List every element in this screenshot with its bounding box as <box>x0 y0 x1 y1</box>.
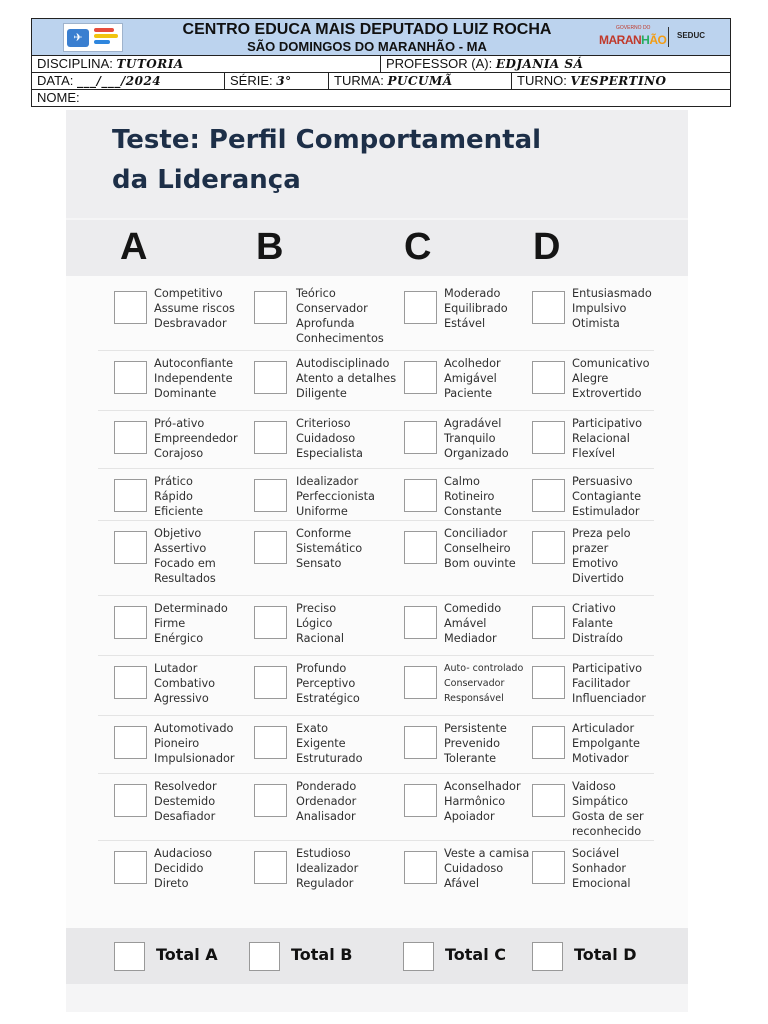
adjective: Relacional <box>572 432 630 445</box>
checkbox-b-8[interactable] <box>254 726 287 759</box>
adjective: Conhecimentos <box>296 332 384 345</box>
adjectives-d-7 <box>572 661 646 706</box>
adjective: Dominante <box>154 387 217 400</box>
serie-cell <box>224 73 328 89</box>
adjectives-d-9 <box>572 779 644 839</box>
adjectives-d-3 <box>572 416 642 461</box>
adjective: Conservador <box>444 678 505 689</box>
turno-cell <box>511 73 730 89</box>
total-b-label: Total B <box>291 945 353 964</box>
adjectives-b-10 <box>296 846 358 891</box>
adjective: Autoconfiante <box>154 357 234 370</box>
adjective: Tranquilo <box>444 432 496 445</box>
adjective: Apoiador <box>444 810 495 823</box>
adjective: Constante <box>444 505 502 518</box>
serie-value: 3° <box>276 74 292 88</box>
school-header-form <box>31 18 731 107</box>
adjective: Rápido <box>154 490 193 503</box>
total-a-label: Total A <box>156 945 218 964</box>
data-value: ___/___/2024 <box>76 74 162 88</box>
checkbox-a-6[interactable] <box>114 606 147 639</box>
adjectives-a-8 <box>154 721 235 766</box>
adjective: Afável <box>444 877 479 890</box>
adjectives-a-1 <box>154 286 235 331</box>
checkbox-a-7[interactable] <box>114 666 147 699</box>
adjectives-a-6 <box>154 601 228 646</box>
adjectives-c-7 <box>444 661 523 706</box>
adjective: Destemido <box>154 795 216 808</box>
checkbox-b-6[interactable] <box>254 606 287 639</box>
turma-cell <box>328 73 511 89</box>
test-title-line2: da Liderança <box>112 165 301 195</box>
adjective: Criterioso <box>296 417 351 430</box>
adjective: Acolhedor <box>444 357 501 370</box>
adjective: Aprofunda <box>296 317 355 330</box>
professor-cell <box>380 56 730 72</box>
adjective: Falante <box>572 617 613 630</box>
adjective: Atento a detalhes <box>296 372 397 385</box>
column-letter-d: D <box>533 226 561 268</box>
checkbox-c-7[interactable] <box>404 666 437 699</box>
adjectives-a-4 <box>154 474 203 519</box>
adjective: Resultados <box>154 572 216 585</box>
adjective: Automotivado <box>154 722 234 735</box>
test-title-block <box>66 110 688 218</box>
checkbox-d-4[interactable] <box>532 479 565 512</box>
adjective: Motivador <box>572 752 629 765</box>
checkbox-b-1[interactable] <box>254 291 287 324</box>
checkbox-a-4[interactable] <box>114 479 147 512</box>
adjectives-b-9 <box>296 779 356 824</box>
adjective: Vaidoso <box>572 780 616 793</box>
adjective: Entusiasmado <box>572 287 652 300</box>
gov-logo-small-text: GOVERNO DO <box>616 25 651 31</box>
adjectives-a-10 <box>154 846 212 891</box>
adjectives-c-4 <box>444 474 502 519</box>
adjectives-c-1 <box>444 286 508 331</box>
checkbox-c-6[interactable] <box>404 606 437 639</box>
row-separator <box>98 468 654 469</box>
checkbox-c-5[interactable] <box>404 531 437 564</box>
adjectives-b-2 <box>296 356 396 401</box>
total-d-label: Total D <box>574 945 637 964</box>
adjective: Influenciador <box>572 692 646 705</box>
serie-label: SÉRIE: <box>230 73 273 88</box>
adjective: Estimulador <box>572 505 640 518</box>
adjective: Otimista <box>572 317 620 330</box>
adjective: Lógico <box>296 617 333 630</box>
adjective: Responsável <box>444 693 504 704</box>
adjective: Autodisciplinado <box>296 357 390 370</box>
adjectives-c-9 <box>444 779 521 824</box>
adjective: Agressivo <box>154 692 209 705</box>
adjective: Estratégico <box>296 692 360 705</box>
adjective: Bom ouvinte <box>444 557 516 570</box>
school-logo <box>63 23 123 52</box>
adjective: Empreendedor <box>154 432 238 445</box>
disciplina-label: DISCIPLINA: <box>37 56 113 71</box>
adjective: Enérgico <box>154 632 204 645</box>
school-location: SÃO DOMINGOS DO MARANHÃO - MA <box>247 39 487 54</box>
total-b-box[interactable] <box>249 942 280 971</box>
airplane-icon: ✈ <box>67 29 89 47</box>
adjective: Lutador <box>154 662 198 675</box>
nome-label: NOME: <box>37 90 80 105</box>
row-disciplina <box>32 56 730 73</box>
turno-label: TURNO: <box>517 73 567 88</box>
adjective: Veste a camisa <box>444 847 530 860</box>
adjectives-a-9 <box>154 779 217 824</box>
adjective: Preza pelo <box>572 527 631 540</box>
adjective: Comedido <box>444 602 502 615</box>
adjective: Prevenido <box>444 737 500 750</box>
disciplina-value: TUTORIA <box>116 57 184 71</box>
adjective: Extrovertido <box>572 387 642 400</box>
adjective: Profundo <box>296 662 347 675</box>
adjectives-a-3 <box>154 416 238 461</box>
adjective: prazer <box>572 542 609 555</box>
adjectives-d-2 <box>572 356 650 401</box>
logo-divider <box>668 27 669 47</box>
checkbox-d-6[interactable] <box>532 606 565 639</box>
adjectives-b-8 <box>296 721 363 766</box>
adjective: Aconselhador <box>444 780 521 793</box>
adjective: Gosta de ser <box>572 810 644 823</box>
adjective: Articulador <box>572 722 635 735</box>
adjective: Estável <box>444 317 486 330</box>
adjective: Sistemático <box>296 542 363 555</box>
checkbox-d-1[interactable] <box>532 291 565 324</box>
adjective: Contagiante <box>572 490 642 503</box>
column-letter-c: C <box>404 226 432 268</box>
adjectives-d-5 <box>572 526 631 586</box>
professor-value: EDJANIA SÁ <box>495 57 584 71</box>
adjective: Pró-ativo <box>154 417 205 430</box>
checkbox-d-10[interactable] <box>532 851 565 884</box>
row-separator <box>98 840 654 841</box>
adjective: Uniforme <box>296 505 348 518</box>
adjective: Agradável <box>444 417 502 430</box>
adjective: Sociável <box>572 847 620 860</box>
adjective: Exato <box>296 722 329 735</box>
checkbox-d-9[interactable] <box>532 784 565 817</box>
seduc-label: SEDUC <box>677 31 706 40</box>
adjectives-b-4 <box>296 474 375 519</box>
adjective: Participativo <box>572 417 643 430</box>
adjective: reconhecido <box>572 825 642 838</box>
nome-cell[interactable] <box>32 90 730 107</box>
checkbox-c-10[interactable] <box>404 851 437 884</box>
test-title-line1: Teste: Perfil Comportamental <box>112 125 542 155</box>
adjective: Emocional <box>572 877 631 890</box>
adjective: Mediador <box>444 632 497 645</box>
adjective: Persistente <box>444 722 507 735</box>
adjective: Corajoso <box>154 447 204 460</box>
adjective: Conforme <box>296 527 352 540</box>
adjectives-c-8 <box>444 721 507 766</box>
checkbox-a-5[interactable] <box>114 531 147 564</box>
checkbox-c-1[interactable] <box>404 291 437 324</box>
checkbox-b-4[interactable] <box>254 479 287 512</box>
row-separator <box>98 350 654 351</box>
total-d-box[interactable] <box>532 942 563 971</box>
turma-label: TURMA: <box>334 73 384 88</box>
adjective: Teórico <box>296 287 336 300</box>
disciplina-cell <box>32 56 380 72</box>
total-a-box[interactable] <box>114 942 145 971</box>
adjectives-d-4 <box>572 474 641 519</box>
adjectives-d-6 <box>572 601 623 646</box>
adjective: Persuasivo <box>572 475 633 488</box>
column-letters <box>66 220 688 276</box>
checkbox-a-2[interactable] <box>114 361 147 394</box>
adjective: Preciso <box>296 602 337 615</box>
school-logo-mark <box>94 28 120 48</box>
checkbox-a-9[interactable] <box>114 784 147 817</box>
adjective: Direto <box>154 877 189 890</box>
data-label: DATA: <box>37 73 74 88</box>
row-separator <box>98 655 654 656</box>
professor-label: PROFESSOR (A): <box>386 56 493 71</box>
adjective: Assume riscos <box>154 302 235 315</box>
adjectives-d-8 <box>572 721 640 766</box>
adjective: Sensato <box>296 557 342 570</box>
adjective: Idealizador <box>296 475 359 488</box>
adjective: Moderado <box>444 287 501 300</box>
adjectives-c-5 <box>444 526 516 571</box>
checkbox-c-8[interactable] <box>404 726 437 759</box>
adjectives-a-7 <box>154 661 215 706</box>
adjective: Determinado <box>154 602 228 615</box>
adjective: Auto- controlado <box>444 663 524 674</box>
adjective: Desafiador <box>154 810 216 823</box>
row-separator <box>98 595 654 596</box>
adjective: Amigável <box>444 372 497 385</box>
checkbox-b-9[interactable] <box>254 784 287 817</box>
adjectives-a-2 <box>154 356 233 401</box>
adjective: Conservador <box>296 302 368 315</box>
checkbox-d-8[interactable] <box>532 726 565 759</box>
adjectives-b-1 <box>296 286 384 346</box>
checkbox-d-3[interactable] <box>532 421 565 454</box>
adjective: Tolerante <box>444 752 497 765</box>
total-c-label: Total C <box>445 945 507 964</box>
row-separator <box>98 410 654 411</box>
adjective-grid <box>66 276 688 928</box>
row-separator <box>98 773 654 774</box>
adjectives-c-2 <box>444 356 501 401</box>
adjective: Divertido <box>572 572 624 585</box>
data-cell <box>32 73 224 89</box>
adjective: Distraído <box>572 632 623 645</box>
checkbox-a-10[interactable] <box>114 851 147 884</box>
adjective: Audacioso <box>154 847 213 860</box>
adjective: Resolvedor <box>154 780 217 793</box>
adjective: Diligente <box>296 387 347 400</box>
adjectives-a-5 <box>154 526 216 586</box>
adjective: Harmônico <box>444 795 506 808</box>
row-data <box>32 73 730 90</box>
adjective: Ponderado <box>296 780 357 793</box>
turno-value: VESPERTINO <box>570 74 667 88</box>
adjective: Desbravador <box>154 317 227 330</box>
adjective: Estudioso <box>296 847 351 860</box>
adjective: Firme <box>154 617 186 630</box>
checkbox-b-5[interactable] <box>254 531 287 564</box>
checkbox-c-9[interactable] <box>404 784 437 817</box>
adjective: Flexível <box>572 447 615 460</box>
adjectives-b-5 <box>296 526 362 571</box>
row-nome <box>32 90 730 107</box>
checkbox-d-5[interactable] <box>532 531 565 564</box>
adjective: Combativo <box>154 677 216 690</box>
totals-row <box>66 928 688 984</box>
adjectives-d-1 <box>572 286 652 331</box>
adjective: Regulador <box>296 877 354 890</box>
checkbox-d-7[interactable] <box>532 666 565 699</box>
adjectives-d-10 <box>572 846 631 891</box>
adjectives-b-3 <box>296 416 363 461</box>
column-letter-a: A <box>120 226 148 268</box>
adjective: Assertivo <box>154 542 207 555</box>
adjective: Independente <box>154 372 233 385</box>
adjective: Decidido <box>154 862 204 875</box>
adjectives-c-10 <box>444 846 529 891</box>
header-banner <box>32 19 730 56</box>
adjective: Perceptivo <box>296 677 356 690</box>
adjective: Comunicativo <box>572 357 650 370</box>
adjective: Analisador <box>296 810 356 823</box>
checkbox-a-8[interactable] <box>114 726 147 759</box>
test-title <box>112 120 541 200</box>
adjective: Participativo <box>572 662 643 675</box>
adjective: Paciente <box>444 387 493 400</box>
school-name: CENTRO EDUCA MAIS DEPUTADO LUIZ ROCHA <box>182 21 552 38</box>
adjective: Cuidadoso <box>296 432 356 445</box>
checkbox-a-1[interactable] <box>114 291 147 324</box>
adjective: Especialista <box>296 447 363 460</box>
column-letter-b: B <box>256 226 284 268</box>
checkbox-b-7[interactable] <box>254 666 287 699</box>
adjective: Perfeccionista <box>296 490 375 503</box>
adjective: Alegre <box>572 372 609 385</box>
adjective: Organizado <box>444 447 509 460</box>
adjective: Pioneiro <box>154 737 200 750</box>
adjectives-b-7 <box>296 661 360 706</box>
adjectives-c-6 <box>444 601 501 646</box>
adjective: Emotivo <box>572 557 619 570</box>
total-c-box[interactable] <box>403 942 434 971</box>
adjective: Rotineiro <box>444 490 495 503</box>
adjective: Idealizador <box>296 862 359 875</box>
adjective: Prático <box>154 475 193 488</box>
row-separator <box>98 715 654 716</box>
checkbox-c-4[interactable] <box>404 479 437 512</box>
checkbox-b-2[interactable] <box>254 361 287 394</box>
row-separator <box>98 520 654 521</box>
checkbox-b-10[interactable] <box>254 851 287 884</box>
checkbox-d-2[interactable] <box>532 361 565 394</box>
turma-value: PUCUMÃ <box>387 74 453 88</box>
checkbox-a-3[interactable] <box>114 421 147 454</box>
checkbox-b-3[interactable] <box>254 421 287 454</box>
adjectives-c-3 <box>444 416 509 461</box>
adjective: Conciliador <box>444 527 508 540</box>
checkbox-c-2[interactable] <box>404 361 437 394</box>
adjective: Exigente <box>296 737 346 750</box>
adjective: Conselheiro <box>444 542 511 555</box>
adjective: Ordenador <box>296 795 357 808</box>
checkbox-c-3[interactable] <box>404 421 437 454</box>
adjective: Facilitador <box>572 677 631 690</box>
adjective: Simpático <box>572 795 629 808</box>
government-logo <box>596 25 667 49</box>
adjective: Sonhador <box>572 862 627 875</box>
adjective: Cuidadoso <box>444 862 504 875</box>
gov-logo-text: MARANHÃO <box>599 33 667 47</box>
adjective: Impulsionador <box>154 752 235 765</box>
adjective: Criativo <box>572 602 616 615</box>
adjective: Impulsivo <box>572 302 627 315</box>
adjective: Calmo <box>444 475 480 488</box>
adjective: Equilibrado <box>444 302 508 315</box>
adjective: Racional <box>296 632 345 645</box>
behavioral-profile-test <box>66 110 688 1012</box>
adjective: Focado em <box>154 557 216 570</box>
adjectives-b-6 <box>296 601 344 646</box>
adjective: Eficiente <box>154 505 204 518</box>
adjective: Estruturado <box>296 752 363 765</box>
adjective: Amável <box>444 617 487 630</box>
adjective: Empolgante <box>572 737 640 750</box>
adjective: Objetivo <box>154 527 202 540</box>
adjective: Competitivo <box>154 287 223 300</box>
